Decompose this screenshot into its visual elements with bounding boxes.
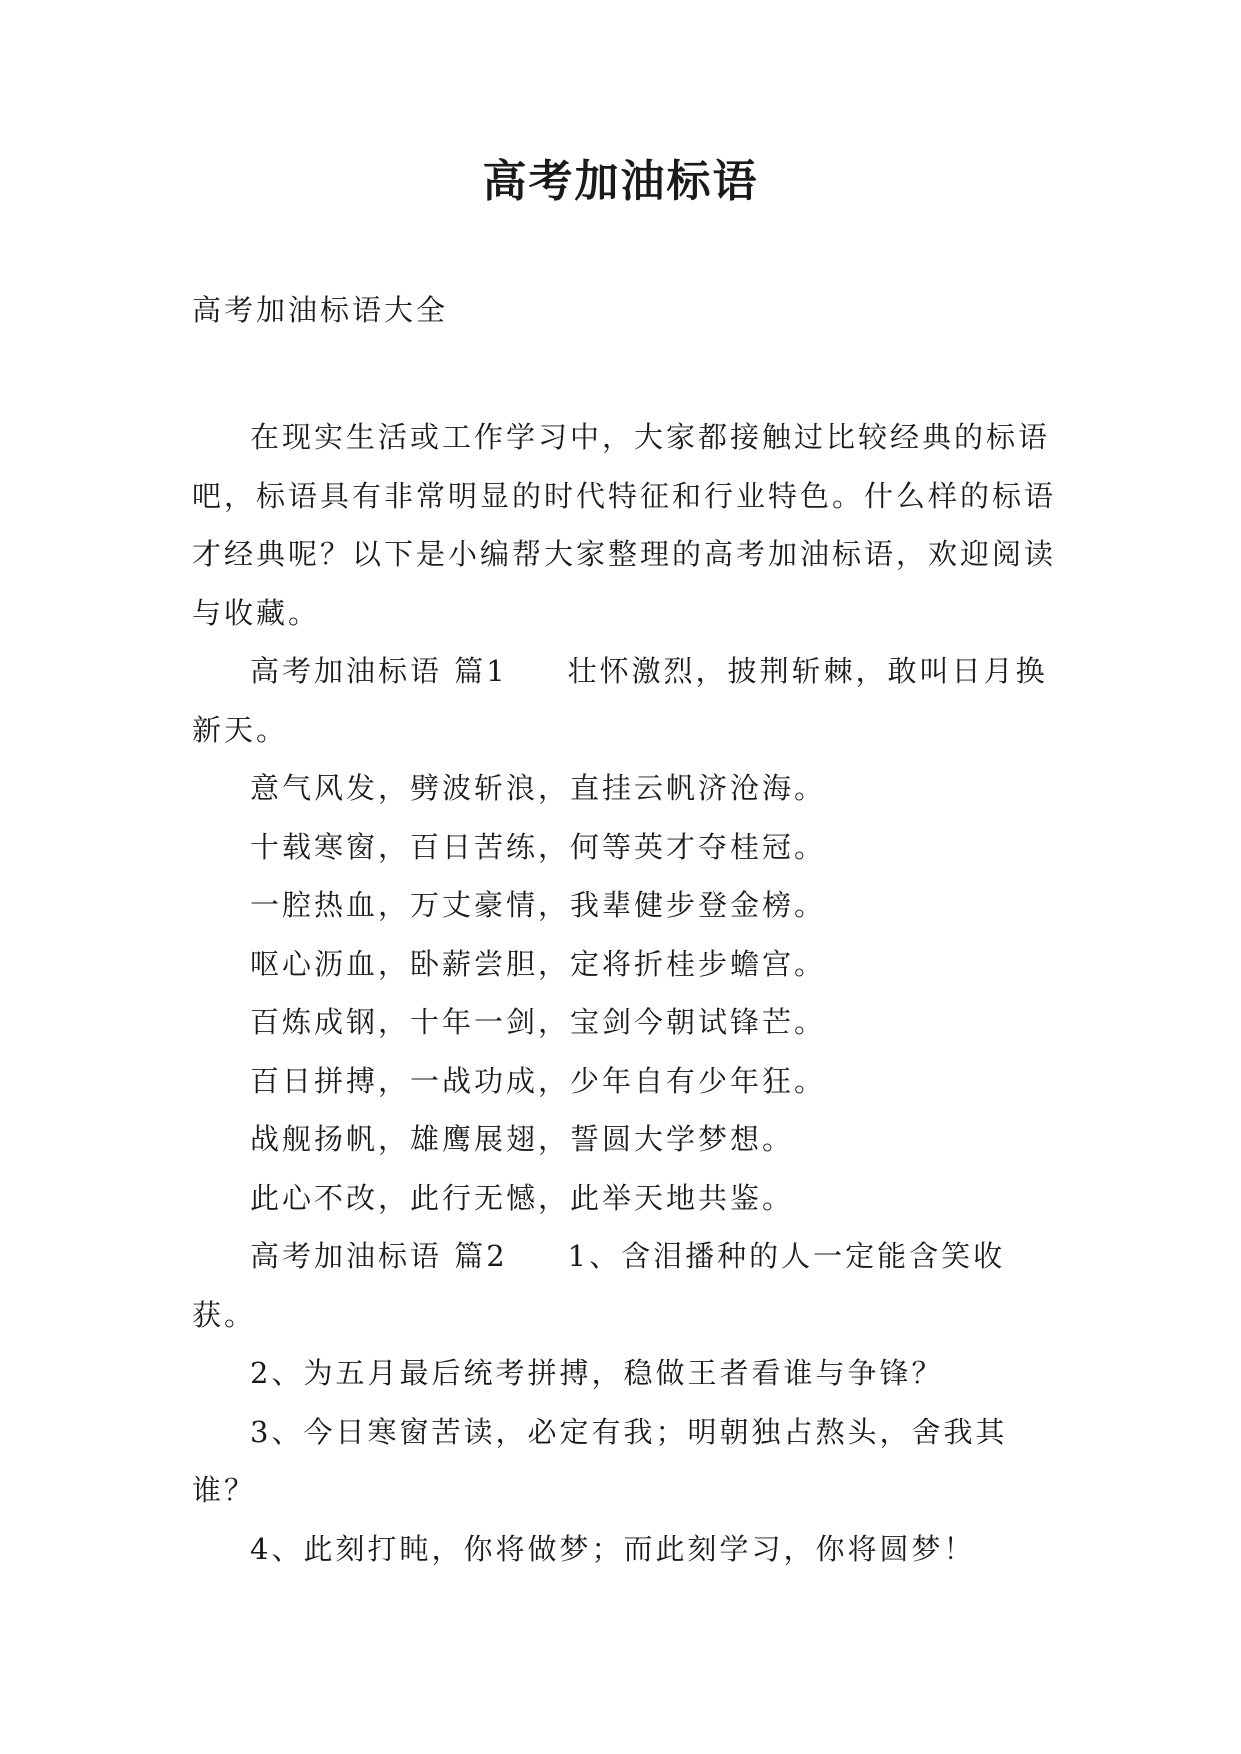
section-1-paragraph <box>192 642 1060 759</box>
section-1-first-line: 壮怀激烈，披荆斩棘，敢叫日月换新天。 <box>192 654 1048 747</box>
slogan-line: 意气风发，劈波斩浪，直挂云帆济沧海。 <box>250 771 827 805</box>
slogan-line: 百炼成钢，十年一剑，宝剑今朝试锋芒。 <box>250 1005 827 1039</box>
section-2-paragraph <box>192 1227 1060 1344</box>
slogan-line: 呕心沥血，卧薪尝胆，定将折桂步蟾宫。 <box>250 946 827 981</box>
slogan-line: 此心不改，此行无憾，此举天地共鉴。 <box>250 1180 795 1215</box>
slogan-line: 4、此刻打盹，你将做梦；而此刻学习，你将圆梦！ <box>250 1531 976 1566</box>
document-subtitle: 高考加油标语大全 <box>192 293 449 327</box>
slogan-line: 十载寒窗，百日苦练，何等英才夺桂冠。 <box>250 829 827 864</box>
section-1-heading: 高考加油标语 篇1 <box>250 654 508 688</box>
section-2-heading: 高考加油标语 篇2 <box>250 1239 508 1273</box>
slogan-line: 一腔热血，万丈豪情，我辈健步登金榜。 <box>250 888 827 922</box>
section-2-first-line: 1、含泪播种的人一定能含笑收获。 <box>192 1239 1006 1332</box>
slogan-line: 战舰扬帆，雄鹰展翅，誓圆大学梦想。 <box>250 1122 795 1156</box>
document-title: 高考加油标语 <box>482 156 759 207</box>
intro-paragraph: 在现实生活或工作学习中，大家都接触过比较经典的标语吧，标语具有非常明显的时代特征和行业特色。什么样的标语才经典呢？以下是小编帮大家整理的高考加油标语，欢迎阅读与收藏。 <box>192 420 1057 630</box>
slogan-line: 2、为五月最后统考拼搏，稳做王者看谁与争锋？ <box>250 1356 944 1390</box>
document-body <box>192 408 1060 1578</box>
slogan-line: 3、今日寒窗苦读，必定有我；明朝独占熬头，舍我其谁？ <box>192 1414 1008 1507</box>
slogan-line: 百日拼搏，一战功成，少年自有少年狂。 <box>250 1063 827 1098</box>
